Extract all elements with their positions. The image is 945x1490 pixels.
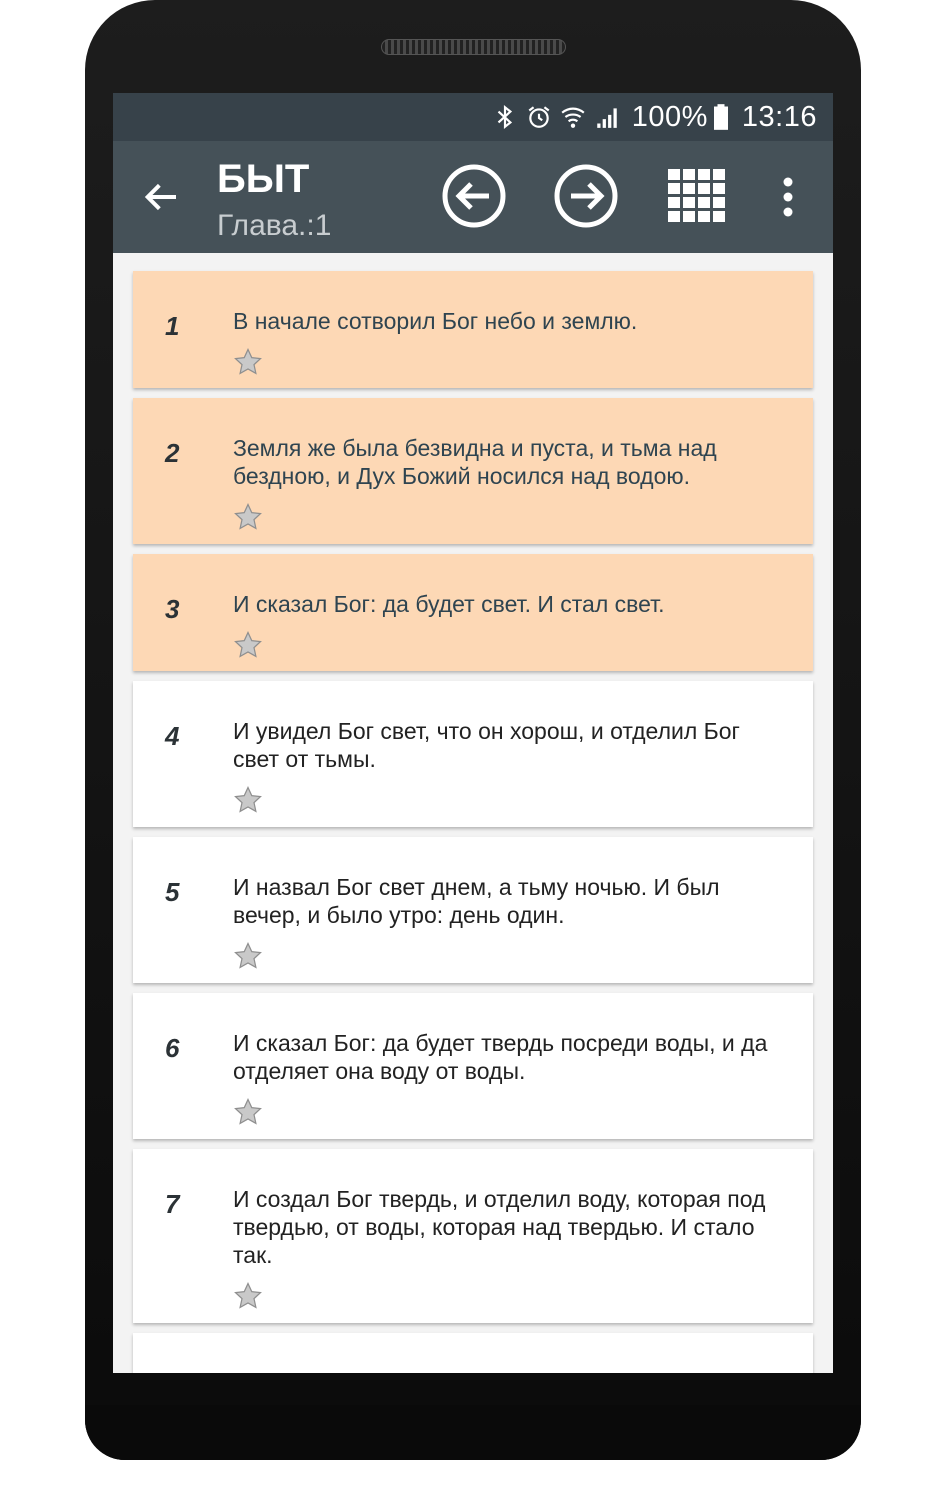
phone-speaker [381,39,566,55]
verse-number: 1 [165,311,180,341]
battery-icon [712,103,730,131]
verse-text: И увидел Бог свет, что он хорош, и отделил Бог свет от тьмы. [233,718,740,772]
verse-number: 5 [165,877,180,907]
alarm-icon [526,103,552,131]
verse-number: 6 [165,1033,180,1063]
app-bar [113,141,833,253]
verse-card[interactable] [133,1149,813,1323]
verse-card[interactable] [133,681,813,827]
phone-chin [85,1405,861,1460]
previous-chapter-icon[interactable] [441,163,507,229]
signal-icon [594,103,620,131]
bookmark-star-icon[interactable] [233,1097,263,1127]
verse-text: В начале сотворил Бог небо и землю. [233,308,638,334]
verse-card[interactable] [133,271,813,388]
back-arrow-icon[interactable] [141,177,181,217]
bookmark-star-icon[interactable] [233,347,263,377]
bookmark-star-icon[interactable] [233,502,263,532]
bluetooth-icon [492,103,518,131]
more-vert-icon[interactable] [773,163,803,229]
bookmark-star-icon[interactable] [233,941,263,971]
bookmark-star-icon[interactable] [233,785,263,815]
screen [113,93,833,1373]
bookmark-star-icon[interactable] [233,1281,263,1311]
bookmark-star-icon[interactable] [233,630,263,660]
wifi-icon [560,103,586,131]
next-chapter-icon[interactable] [553,163,619,229]
battery-percent: 100% [631,100,708,133]
verse-text: Земля же была безвидна и пуста, и тьма над бездною, и Дух Божий носился над водою. [233,435,717,489]
verse-card[interactable] [133,398,813,544]
verse-number: 7 [165,1189,180,1219]
verse-number: 2 [165,438,180,468]
verse-text: И создал Бог твердь, и отделил воду, которая под твердью, от воды, которая над твердью. И стало так. [233,1186,766,1268]
verse-number: 4 [165,721,180,751]
verse-card[interactable] [133,554,813,671]
grid-icon[interactable] [665,163,731,229]
verse-card[interactable] [133,993,813,1139]
verse-card[interactable] [133,1333,813,1373]
verse-text: И назвал Бог свет днем, а тьму ночью. И был вечер, и было утро: день один. [233,874,720,928]
book-title: БЫТ [217,157,310,201]
verse-text: И сказал Бог: да будет свет. И стал свет. [233,591,665,617]
status-bar [113,93,833,141]
verse-card[interactable] [133,837,813,983]
verse-number: 3 [165,594,180,624]
chapter-label: Глава.:1 [217,209,332,242]
verse-list[interactable] [113,253,833,1373]
verse-text: И сказал Бог: да будет твердь посреди воды, и да отделяет она воду от воды. [233,1030,768,1084]
clock: 13:16 [741,100,817,133]
